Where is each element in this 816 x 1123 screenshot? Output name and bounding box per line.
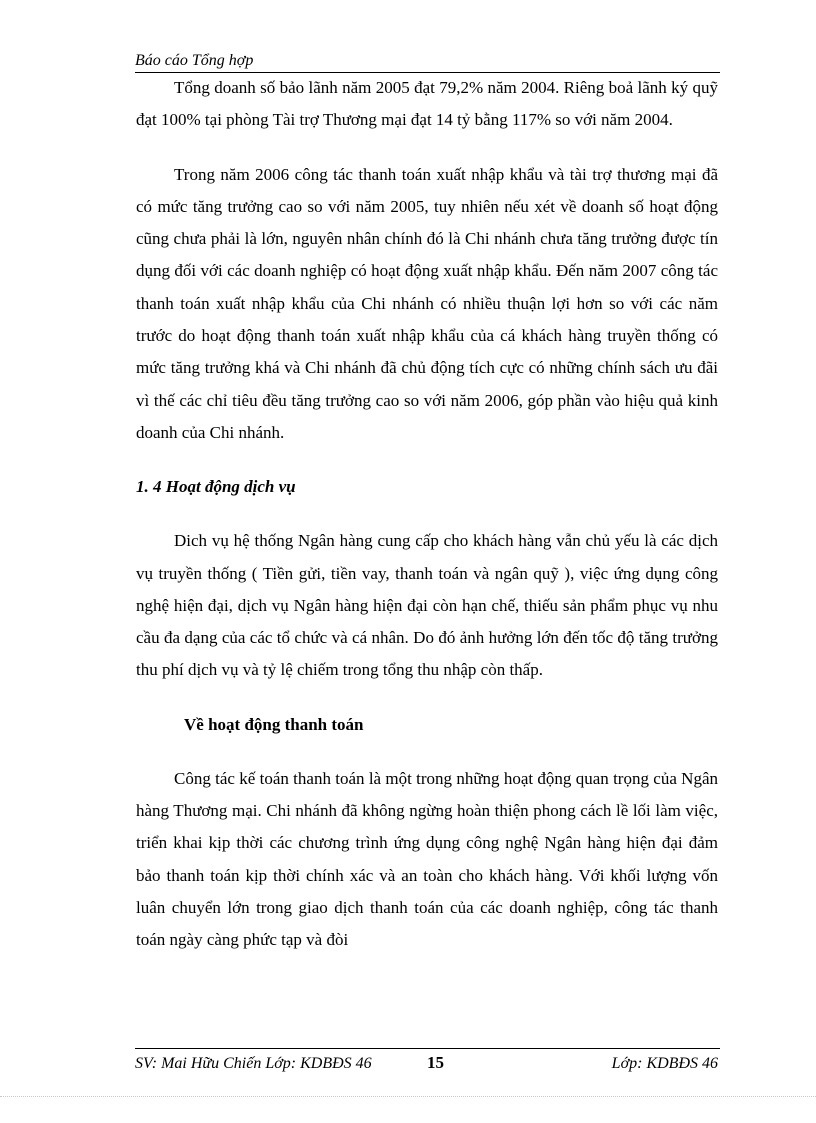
paragraph-gap: [136, 741, 718, 763]
paragraph-gap: [136, 449, 718, 471]
paragraph-gap: [136, 137, 718, 159]
page-edge-divider: [0, 1096, 816, 1097]
paragraph-gap: [136, 503, 718, 525]
subsection-heading: Về hoạt động thanh toán: [184, 714, 364, 734]
footer-student-info: SV: Mai Hữu Chiến Lớp: KDBĐS 46: [135, 1055, 372, 1072]
paragraph-services: Dich vụ hệ thống Ngân hàng cung cấp cho khách hàng vẫn chủ yếu là các dịch vụ truyền thống ( Tiền gửi, tiền vay, thanh toán và ngân quỹ ), việc ứng dụng công nghệ hiện đại, dịch vụ Ngân hàng hiện đại còn hạn chế, thiếu sản phẩm phục vụ nhu cầu đa dạng của các tổ chức và cá nhân. Do đó ảnh hưởng lớn đến tốc độ tăng trưởng thu phí dịch vụ và tỷ lệ chiếm trong tổng thu nhập còn thấp.: [136, 531, 718, 680]
paragraph-gap: [136, 687, 718, 709]
header-title: Báo cáo Tổng hợp: [135, 52, 254, 69]
page-header: [135, 50, 720, 73]
page-number: 15: [427, 1053, 444, 1072]
page-footer: [135, 1048, 720, 1077]
footer-class-info: Lớp: KDBĐS 46: [611, 1055, 718, 1072]
section-heading: 1. 4 Hoạt động dịch vụ: [136, 477, 296, 497]
paragraph-accounting-payment: Công tác kế toán thanh toán là một trong những hoạt động quan trọng của Ngân hàng Thương mại. Chi nhánh đã không ngừng hoàn thiện phong cách lề lối làm việc, triển khai kịp thời các chương trình ứng dụng công nghệ Ngân hàng hiện đại đảm bảo thanh toán kịp thời chính xác và an toàn cho khách hàng. Với khối lượng vốn luân chuyển lớn trong giao dịch thanh toán của các doanh nghiệp, công tác thanh toán ngày càng phức tạp và đòi: [136, 768, 718, 950]
document-body: [136, 72, 718, 957]
paragraph-guarantee-revenue: Tổng doanh số bảo lãnh năm 2005 đạt 79,2% năm 2004. Riêng boả lãnh ký quỹ đạt 100% tại phòng Tài trợ Thương mại đạt 14 tỷ bằng 117% so với năm 2004.: [136, 78, 718, 130]
paragraph-import-export-payment: Trong năm 2006 công tác thanh toán xuất nhập khẩu và tài trợ thương mại đã có mức tăng trưởng cao so với năm 2005, tuy nhiên nếu xét về doanh số hoạt động cũng chưa phải là lớn, nguyên nhân chính đó là Chi nhánh chưa tăng trưởng được tín dụng đối với các doanh nghiệp có hoạt động xuất nhập khẩu. Đến năm 2007 công tác thanh toán xuất nhập khẩu của Chi nhánh có nhiều thuận lợi hơn so với các năm trước do hoạt động thanh toán xuất nhập khẩu của cá khách hàng truyền thống có mức tăng trưởng khá và Chi nhánh đã chủ động tích cực có những chính sách ưu đãi vì thế các chỉ tiêu đều tăng trưởng cao so với năm 2006, góp phần vào hiệu quả kinh doanh của Chi nhánh.: [136, 164, 718, 442]
